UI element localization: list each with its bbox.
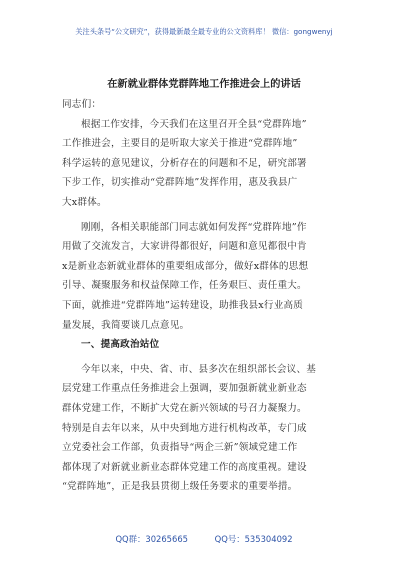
paragraph-line: 特别是自去年以来，从中央到地方进行机构改革，专门成 bbox=[62, 422, 307, 434]
footer-qq-number: QQ号：535304092 bbox=[214, 534, 293, 544]
paragraph-line: 今年以来，中央、省、市、县多次在组织部长会议、基 bbox=[81, 363, 317, 375]
document-title: 在新就业群体党群阵地工作推进会上的讲话 bbox=[107, 78, 301, 90]
paragraph-line: 都体现了对新就业新业态群体党建工作的高度重视。建设 bbox=[62, 461, 307, 473]
section-heading: 一、提高政治站位 bbox=[81, 339, 160, 351]
header-banner: 关注头条号“公文研究”，获得最新最全最专业的公文资料库！ 微信：gongwenyj bbox=[75, 27, 333, 36]
paragraph-line: 立党委社会工作部，负责指导“两企三新”领域党建工作 bbox=[62, 442, 298, 454]
footer-qq-group: QQ群：30265665 bbox=[115, 534, 188, 544]
salutation: 同志们： bbox=[62, 99, 102, 110]
footer-contact bbox=[0, 533, 408, 545]
document-body bbox=[62, 95, 352, 497]
paragraph-line: 引导、凝聚服务和权益保障工作，任务艰巨、责任重大。 bbox=[62, 280, 307, 292]
paragraph-line: 下面，就推进“党群阵地”运转建设，助推我县x行业高质 bbox=[62, 299, 304, 311]
paragraph-line: 层党建工作重点任务推进会上强调，要加强新就业新业态 bbox=[62, 383, 307, 395]
paragraph-line: 用做了交流发言，大家讲得都很好，问题和意见都很中肯 bbox=[62, 241, 307, 253]
paragraph-line: 下步工作，切实推动“党群阵地”发挥作用，惠及我县广 bbox=[62, 177, 298, 189]
paragraph-line: 大x群体。 bbox=[62, 196, 107, 208]
paragraph-line: 工作推进会，主要目的是听取大家关于推进“党群阵地” bbox=[62, 138, 298, 150]
paragraph-line: 量发展，我简要谈几点意见。 bbox=[62, 319, 190, 331]
paragraph-line: 群体党建工作，不断扩大党在新兴领域的号召力凝聚力。 bbox=[62, 402, 307, 414]
paragraph-line: 科学运转的意见建议，分析存在的问题和不足，研究部署 bbox=[62, 157, 307, 169]
paragraph-line: 刚刚，各相关职能部门同志就如何发挥“党群阵地”作 bbox=[81, 221, 307, 233]
paragraph-line: 根据工作安排，今天我们在这里召开全县“党群阵地” bbox=[81, 118, 307, 130]
paragraph-line: x是新业态新就业群体的重要组成部分，做好x群体的思想 bbox=[62, 260, 309, 272]
paragraph-line: “党群阵地”，正是我县贯彻上级任务要求的重要举措。 bbox=[62, 481, 298, 493]
